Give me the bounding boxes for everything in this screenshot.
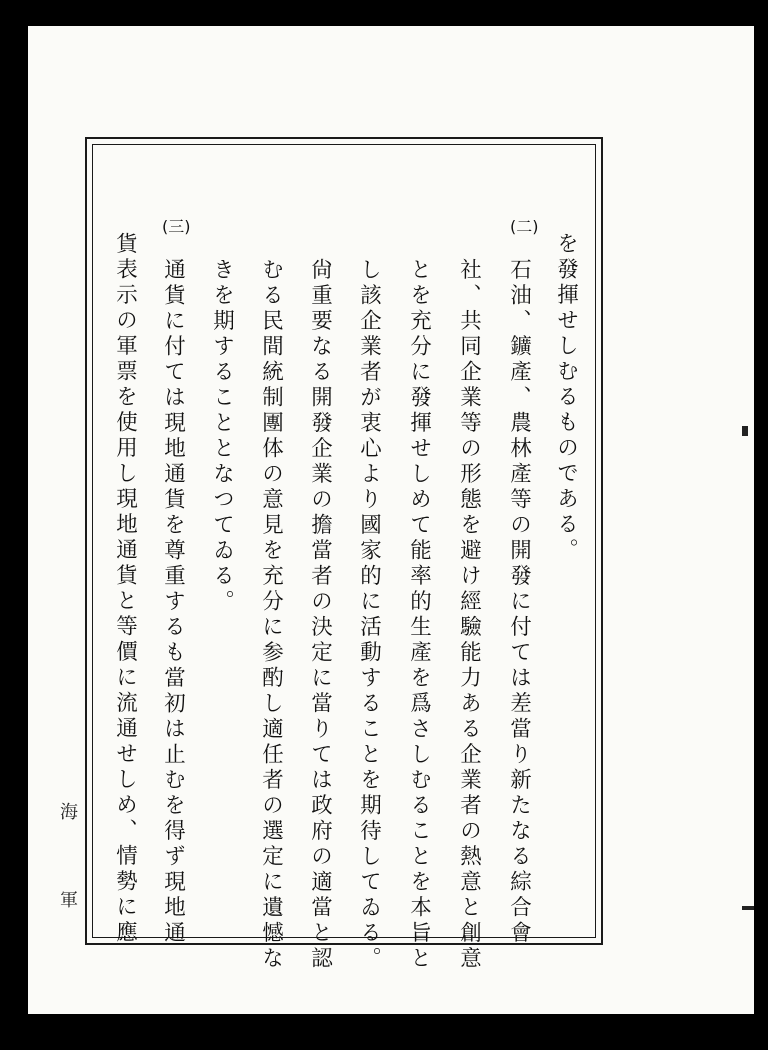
text-column-2: 石油、鑛產、農林產等の開發に付ては差當り新たなる綜合會	[506, 258, 532, 947]
text-column-8: きを期することとなつてゐる。	[209, 258, 235, 615]
text-column-6: 尙重要なる開發企業の擔當者の決定に當りては政府の適當と認	[307, 258, 333, 972]
text-column-1: を發揮せしむるものである。	[553, 232, 579, 564]
section-marker-3: (三)	[162, 217, 191, 236]
section-marker-2: (二)	[510, 217, 539, 236]
text-column-5: し該企業者が衷心より國家的に活動することを期待してゐる。	[356, 258, 382, 972]
margin-label-top: 海	[60, 802, 78, 823]
text-column-10: 貨表示の軍票を使用し現地通貨と等價に流通せしめ、情勢に應	[112, 232, 138, 946]
text-column-3: 社、共同企業等の形態を避け經驗能力ある企業者の熱意と創意	[456, 258, 482, 972]
scan-speck	[742, 426, 748, 436]
scan-speck	[742, 906, 754, 910]
text-column-4: とを充分に發揮せしめて能率的生產を爲さしむることを本旨と	[406, 258, 432, 972]
text-column-9: 通貨に付ては現地通貨を尊重するも當初は止むを得ず現地通	[160, 258, 186, 947]
document-page	[28, 26, 754, 1014]
text-column-7: むる民間統制團体の意見を充分に参酌し適任者の選定に遺憾な	[258, 258, 284, 972]
margin-label-bottom: 軍	[60, 890, 78, 911]
